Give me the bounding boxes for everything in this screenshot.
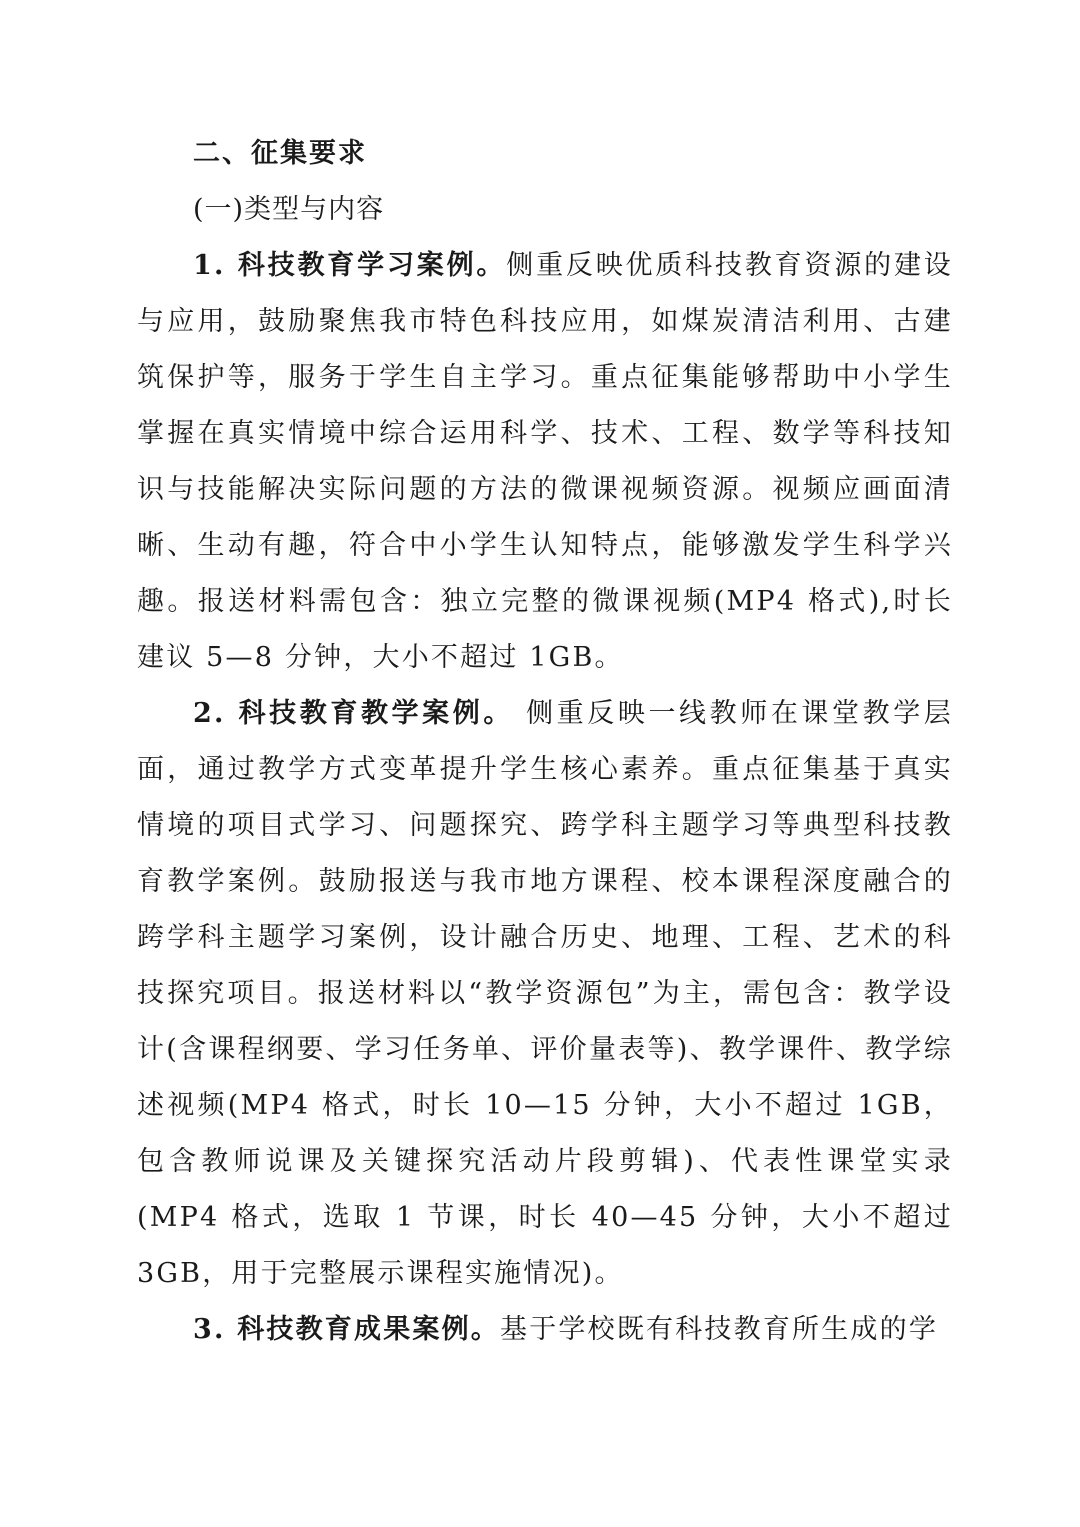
- section-heading: 二、征集要求: [193, 138, 367, 169]
- item-2-gap: [226, 698, 239, 729]
- item-1-gap: [226, 250, 238, 281]
- paragraph-item-2: [137, 686, 953, 1302]
- item-3-body: 基于学校既有科技教育所生成的学: [500, 1314, 939, 1345]
- item-1-body: 侧重反映优质科技教育资源的建设与应用，鼓励聚焦我市特色科技应用，如煤炭清洁利用、古建筑保护等，服务于学生自主学习。重点征集能够帮助中小学生掌握在真实情境中综合运用科学、技术、工程、数学等科技知识与技能解决实际问题的方法的微课视频资源。视频应画面清晰、生动有趣，符合中小学生认知特点，能够激发学生科学兴趣。报送材料需包含：独立完整的微课视频(MP4 格式),时长建议 5—8 分钟，大小不超过 1GB。: [137, 250, 953, 673]
- subsection-heading: (一)类型与内容: [193, 194, 385, 225]
- item-3-gap: [226, 1314, 238, 1345]
- item-3-title: 科技教育成果案例。: [237, 1314, 501, 1345]
- item-3-number: 3.: [193, 1314, 226, 1345]
- item-1-title: 科技教育学习案例。: [237, 250, 507, 281]
- item-2-title: 科技教育教学案例。: [238, 698, 514, 729]
- item-2-body: 侧重反映一线教师在课堂教学层面，通过教学方式变革提升学生核心素养。重点征集基于真实情境的项目式学习、问题探究、跨学科主题学习等典型科技教育教学案例。鼓励报送与我市地方课程、校本课程深度融合的跨学科主题学习案例，设计融合历史、地理、工程、艺术的科技探究项目。报送材料以“教学资源包”为主，需包含：教学设计(含课程纲要、学习任务单、评价量表等)、教学课件、教学综述视频(MP4 格式，时长 10—15 分钟，大小不超过 1GB，包含教师说课及关键探究活动片段剪辑)、代表性课堂实录(MP4 格式，选取 1 节课，时长 40—45 分钟，大小不超过 3GB，用于完整展示课程实施情况)。: [137, 698, 953, 1289]
- paragraph-item-1: [137, 238, 953, 686]
- document-content: [137, 126, 953, 1358]
- item-2-number: 2.: [193, 698, 226, 729]
- item-1-number: 1.: [193, 250, 226, 281]
- paragraph-item-3: [137, 1302, 953, 1358]
